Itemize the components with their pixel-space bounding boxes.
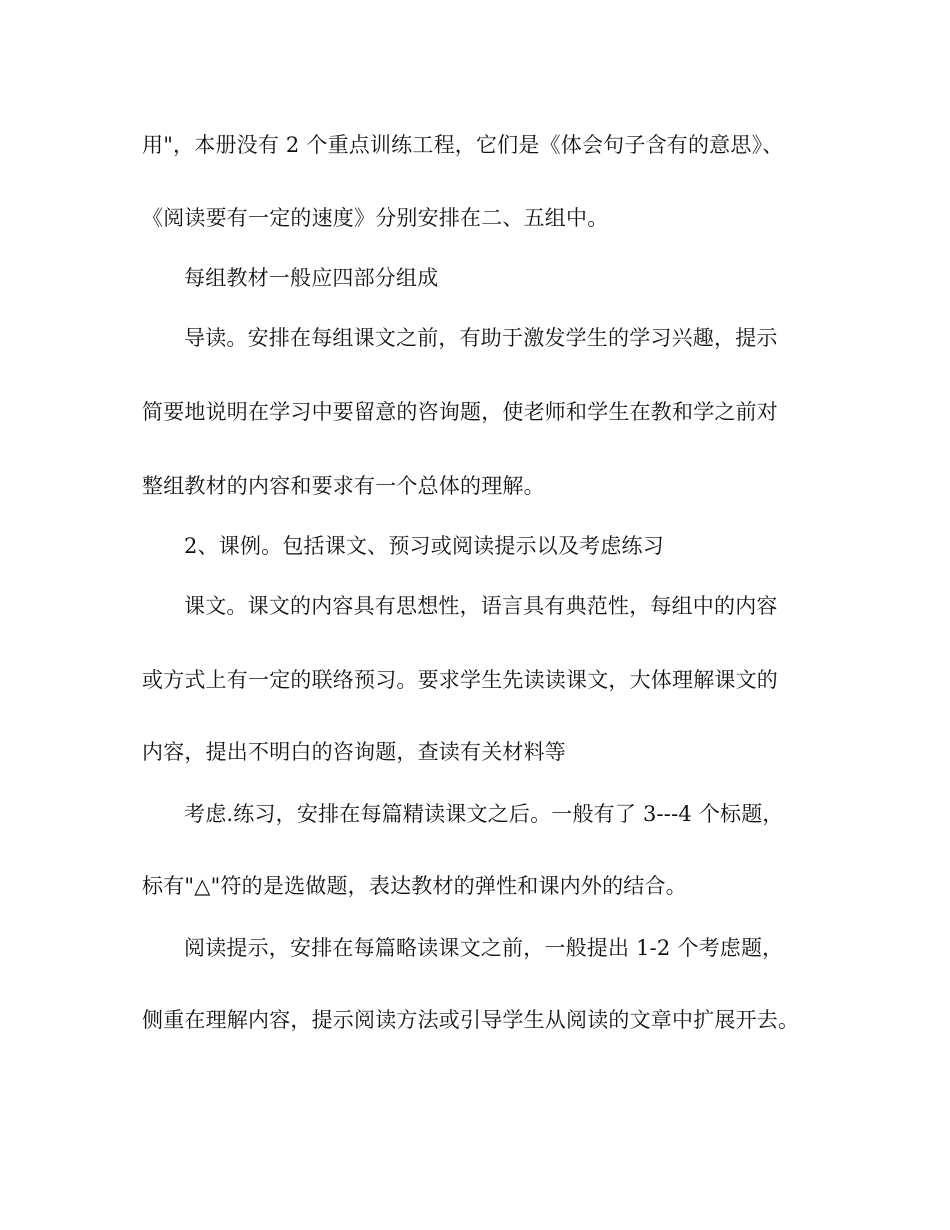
text-line: 内容，提出不明白的咨询题，查读有关材料等	[142, 740, 566, 764]
text-line: 标有"△"符的是选做题，表达教材的弹性和课内外的结合。	[142, 874, 687, 898]
text-line: 《阅读要有一定的速度》分别安排在二、五组中。	[142, 206, 609, 230]
paragraph-heading: 2、课例。包括课文、预习或阅读提示以及考虑练习	[184, 534, 664, 558]
text-line: 或方式上有一定的联络预习。要求学生先读读课文，大体理解课文的	[142, 668, 778, 692]
paragraph-heading: 每组教材一般应四部分组成	[184, 266, 439, 290]
paragraph-start: 课文。课文的内容具有思想性，语言具有典范性，每组中的内容	[184, 594, 778, 618]
text-line: 简要地说明在学习中要留意的咨询题，使老师和学生在教和学之前对	[142, 400, 778, 424]
text-line: 整组教材的内容和要求有一个总体的理解。	[142, 474, 545, 498]
text-line: 用"，本册没有 2 个重点训练工程，它们是《体会句子含有的意思》、	[142, 133, 784, 157]
paragraph-start: 阅读提示，安排在每篇略读课文之前，一般提出 1-2 个考虑题，	[184, 936, 784, 960]
paragraph-start: 导读。安排在每组课文之前，有助于激发学生的学习兴趣，提示	[184, 326, 778, 350]
paragraph-start: 考虑.练习，安排在每篇精读课文之后。一般有了 3---4 个标题，	[184, 802, 784, 826]
text-line: 侧重在理解内容，提示阅读方法或引导学生从阅读的文章中扩展开去。	[142, 1008, 800, 1032]
